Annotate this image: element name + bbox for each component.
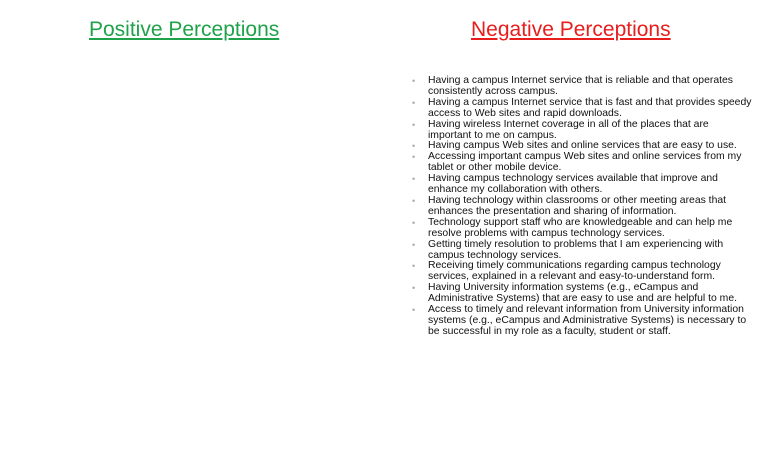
bullet-icon: • [412,217,416,228]
bullet-icon: • [412,97,416,108]
list-item [412,261,752,283]
list-item [412,196,752,218]
list-item [412,218,752,240]
bullet-icon: • [412,283,416,294]
negative-perceptions-list [412,76,752,338]
list-item-text: Having University information systems (e.g., eCampus and Administrative Systems) that are easy to use and are helpful to me. [428,282,737,305]
positive-perceptions-heading: Positive Perceptions [89,18,280,41]
bullet-icon: • [412,261,416,272]
list-item-text: Having campus Web sites and online services that are easy to use. [428,140,737,152]
list-item-text: Receiving timely communications regarding campus technology services, explained in a relevant and easy-to-understand form. [428,260,721,283]
bullet-icon: • [412,195,416,206]
list-item-text: Having technology within classrooms or other meeting areas that enhances the presentation and sharing of information. [428,194,727,217]
list-item-text: Access to timely and relevant information from University information systems (e.g., eCampus and Administrative Systems) is necessary to be successful in my role as a faculty, student or staff. [428,304,747,337]
list-item [412,152,752,174]
negative-perceptions-heading: Negative Perceptions [471,18,671,41]
list-item-text: Having a campus Internet service that is fast and that provides speedy access to Web sites and rapid downloads. [428,96,752,119]
list-item-text: Technology support staff who are knowledgeable and can help me resolve problems with campus technology services. [428,216,733,239]
list-item [412,76,752,98]
list-item-text: Accessing important campus Web sites and online services from my tablet or other mobile device. [428,151,742,174]
bullet-icon: • [412,76,416,86]
list-item [412,240,752,262]
list-item [412,120,752,142]
list-item [412,283,752,305]
list-item [412,305,752,338]
bullet-icon: • [412,174,416,185]
bullet-icon: • [412,305,416,316]
list-item [412,174,752,196]
bullet-icon: • [412,141,416,152]
list-item-text: Having campus technology services available that improve and enhance my collaboration with others. [428,173,718,196]
list-item-text: Having a campus Internet service that is reliable and that operates consistently across campus. [428,75,733,97]
list-item [412,98,752,120]
bullet-icon: • [412,119,416,130]
list-item-text: Having wireless Internet coverage in all of the places that are important to me on campus. [428,118,709,141]
list-item-text: Getting timely resolution to problems that I am experiencing with campus technology services. [428,238,724,261]
bullet-icon: • [412,152,416,163]
bullet-icon: • [412,239,416,250]
